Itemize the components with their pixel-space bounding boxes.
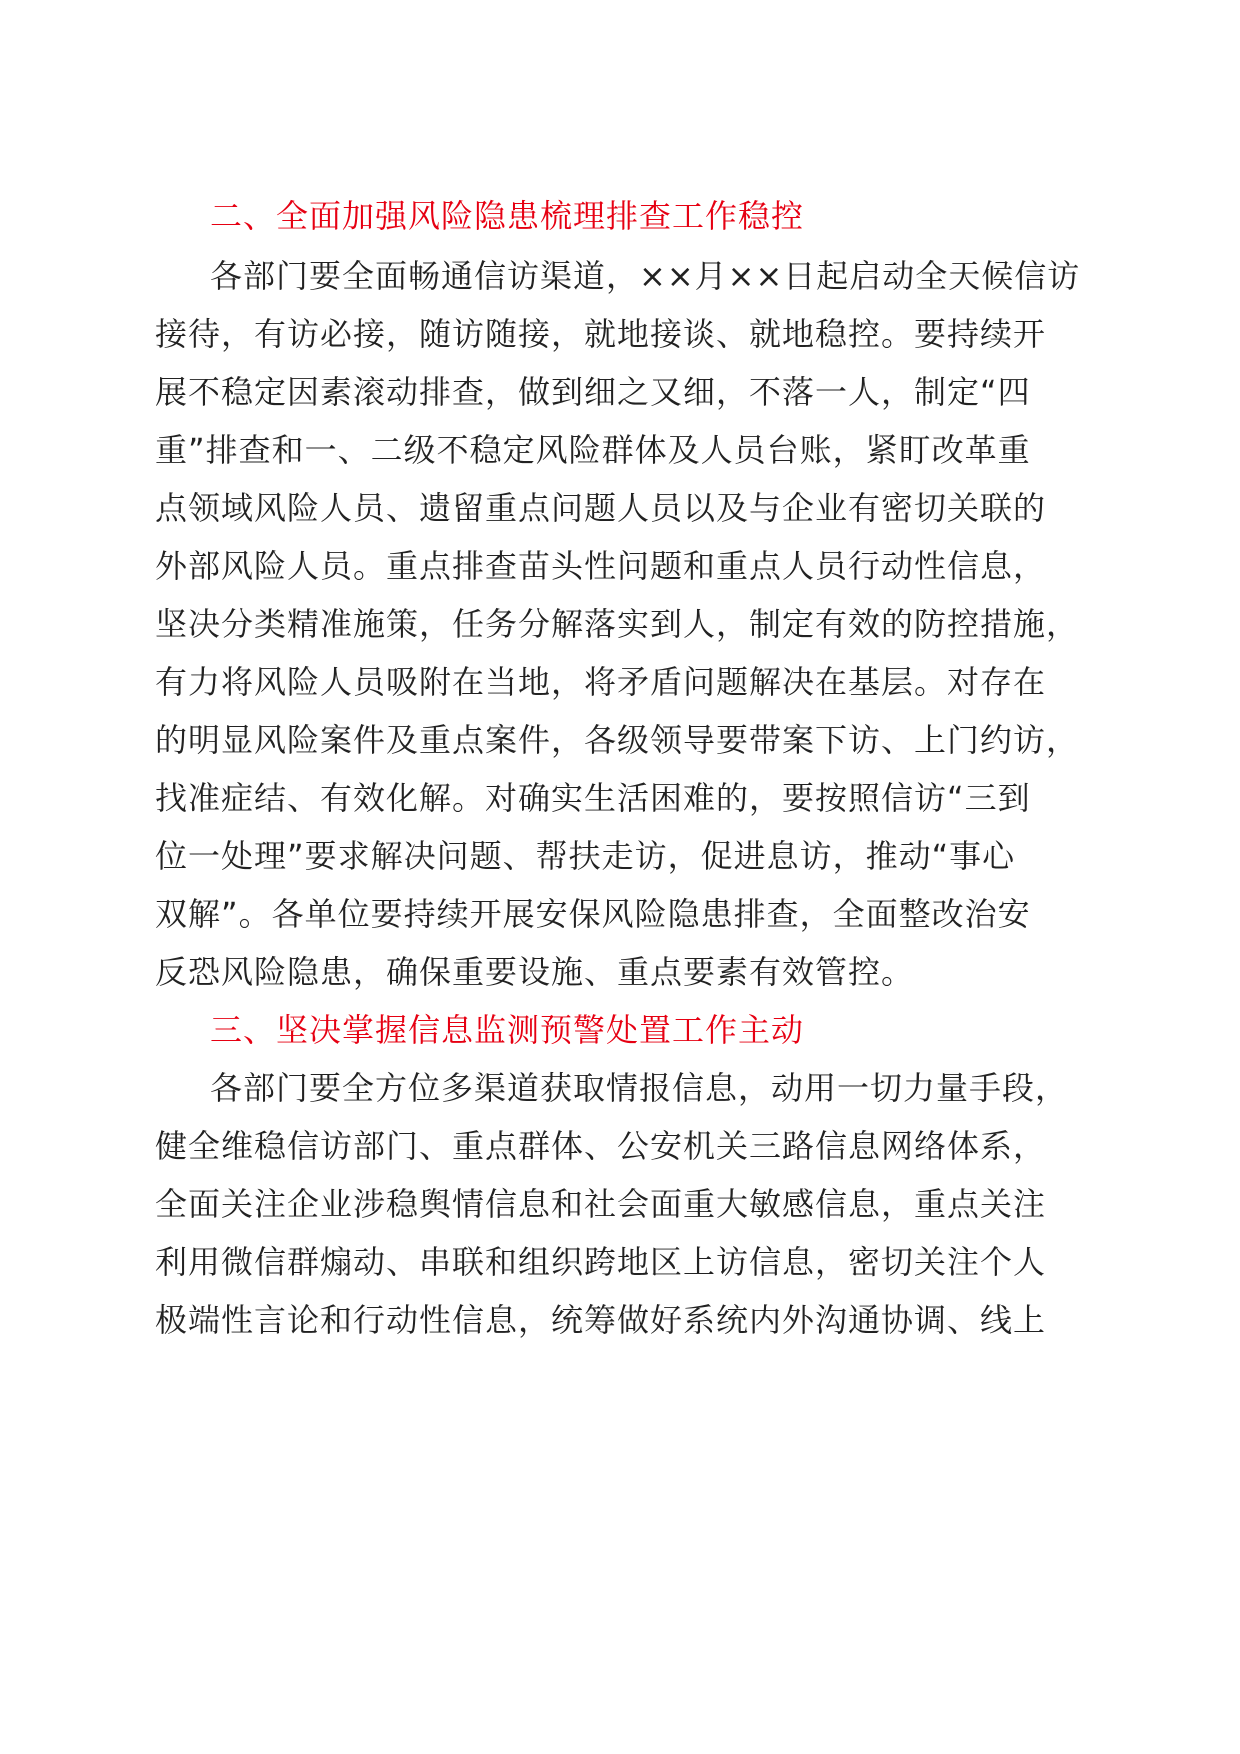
section-3-line-3: 全面关注企业涉稳舆情信息和社会面重大敏感信息，重点关注 — [155, 1185, 1047, 1223]
section-2-line-5: 点领域风险人员、遗留重点问题人员以及与企业有密切关联的 — [155, 489, 1047, 527]
section-2-line-10: 找准症结、有效化解。对确实生活困难的，要按照信访“三到 — [155, 779, 1031, 817]
section-3-line-2: 健全维稳信访部门、重点群体、公安机关三路信息网络体系， — [155, 1127, 1047, 1165]
section-3-line-5: 极端性言论和行动性信息，统筹做好系统内外沟通协调、线上 — [155, 1301, 1047, 1339]
section-2-line-7: 坚决分类精准施策，任务分解落实到人，制定有效的防控措施， — [155, 605, 1080, 643]
section-2-line-3: 展不稳定因素滚动排查，做到细之又细，不落一人，制定“四 — [155, 373, 1031, 411]
section-3-line-4: 利用微信群煽动、串联和组织跨地区上访信息，密切关注个人 — [155, 1243, 1047, 1281]
section-2-line-1: 各部门要全面畅通信访渠道，××月××日起启动全天候信访 — [210, 257, 1081, 295]
section-3-line-1: 各部门要全方位多渠道获取情报信息，动用一切力量手段， — [210, 1069, 1069, 1107]
section-2-line-4: 重”排查和一、二级不稳定风险群体及人员台账，紧盯改革重 — [155, 431, 1031, 469]
section-3-heading: 三、坚决掌握信息监测预警处置工作主动 — [210, 1011, 805, 1049]
section-2-line-11: 位一处理”要求解决问题、帮扶走访，促进息访，推动“事心 — [155, 837, 1016, 875]
section-2-line-12: 双解”。各单位要持续开展安保风险隐患排查，全面整改治安 — [155, 895, 1031, 933]
section-2-heading: 二、全面加强风险隐患梳理排查工作稳控 — [210, 197, 805, 235]
section-2-line-2: 接待，有访必接，随访随接，就地接谈、就地稳控。要持续开 — [155, 315, 1047, 353]
section-2-line-13: 反恐风险隐患，确保重要设施、重点要素有效管控。 — [155, 953, 915, 991]
section-2-line-8: 有力将风险人员吸附在当地，将矛盾问题解决在基层。对存在 — [155, 663, 1047, 701]
section-2-line-6: 外部风险人员。重点排查苗头性问题和重点人员行动性信息， — [155, 547, 1047, 585]
section-2-line-9: 的明显风险案件及重点案件，各级领导要带案下访、上门约访， — [155, 721, 1080, 759]
